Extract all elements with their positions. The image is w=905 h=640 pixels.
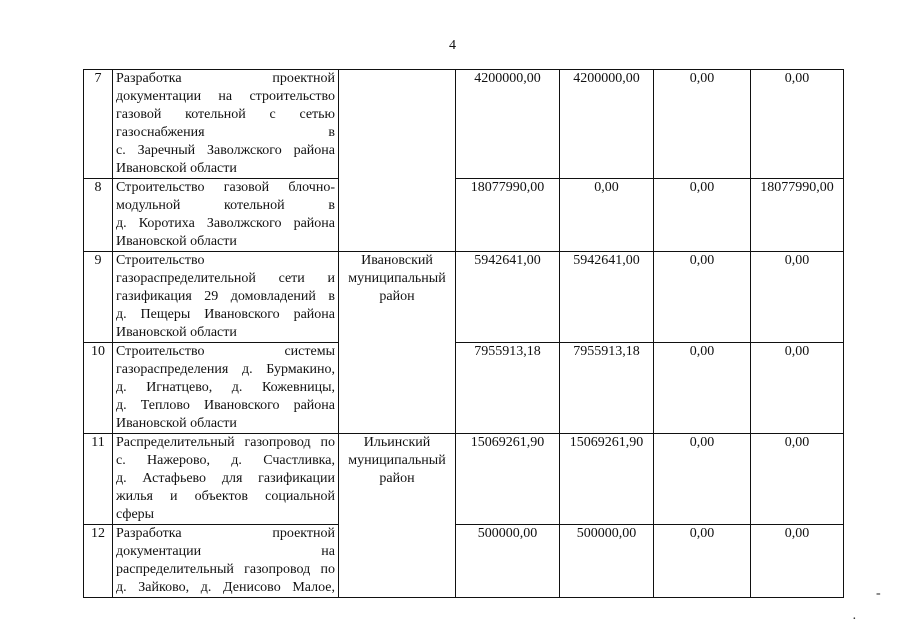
row-number: 9 [84, 252, 113, 343]
value-2: 0,00 [560, 179, 654, 252]
project-name: Разработка проектной документации на распределительный газопровод по д. Зайково, д. Денисово Малое, [113, 525, 339, 598]
value-3: 0,00 [654, 525, 751, 598]
value-4: 0,00 [751, 525, 844, 598]
budget-table [83, 69, 844, 598]
table-row [84, 434, 844, 525]
value-4: 0,00 [751, 70, 844, 179]
value-4: 0,00 [751, 343, 844, 434]
project-name: Строительство газовой блочно- модульной котельной в д. Коротиха Заволжского района Ивановской области [113, 179, 339, 252]
table-row [84, 70, 844, 179]
table-row [84, 179, 844, 252]
district-ivanovsky: Ивановский муниципальный район [339, 252, 456, 434]
value-2: 5942641,00 [560, 252, 654, 343]
value-total: 7955913,18 [456, 343, 560, 434]
district-ilyinsky: Ильинский муниципальный район [339, 434, 456, 598]
value-2: 15069261,90 [560, 434, 654, 525]
value-2: 4200000,00 [560, 70, 654, 179]
value-3: 0,00 [654, 343, 751, 434]
table-row [84, 343, 844, 434]
value-4: 18077990,00 [751, 179, 844, 252]
project-name: Распределительный газопровод по с. Нажерово, д. Счастливка, д. Астафьево для газификации жилья и объектов социальной сферы [113, 434, 339, 525]
row-number: 10 [84, 343, 113, 434]
value-total: 15069261,90 [456, 434, 560, 525]
row-number: 12 [84, 525, 113, 598]
page-number: 4 [449, 38, 456, 53]
value-3: 0,00 [654, 434, 751, 525]
value-3: 0,00 [654, 179, 751, 252]
value-3: 0,00 [654, 70, 751, 179]
project-name: Разработка проектной документации на строительство газовой котельной с сетью газоснабжения в с. Заречный Заволжского района Ивановской области [113, 70, 339, 179]
project-name: Строительство газораспределительной сети и газификация 29 домовладений в д. Пещеры Ивановского района Ивановской области [113, 252, 339, 343]
scan-speck: - [876, 586, 881, 601]
project-name: Строительство системы газораспределения д. Бурмакино, д. Игнатцево, д. Кожевницы, д. Теплово Ивановского района Ивановской области [113, 343, 339, 434]
value-4: 0,00 [751, 252, 844, 343]
value-2: 7955913,18 [560, 343, 654, 434]
scan-speck: · [852, 612, 857, 627]
table-row [84, 525, 844, 598]
row-number: 8 [84, 179, 113, 252]
value-2: 500000,00 [560, 525, 654, 598]
row-number: 11 [84, 434, 113, 525]
table-body [84, 70, 844, 598]
row-number: 7 [84, 70, 113, 179]
value-total: 5942641,00 [456, 252, 560, 343]
value-total: 18077990,00 [456, 179, 560, 252]
value-total: 4200000,00 [456, 70, 560, 179]
value-4: 0,00 [751, 434, 844, 525]
value-3: 0,00 [654, 252, 751, 343]
table-row [84, 252, 844, 343]
district-cell-empty [339, 70, 456, 252]
value-total: 500000,00 [456, 525, 560, 598]
